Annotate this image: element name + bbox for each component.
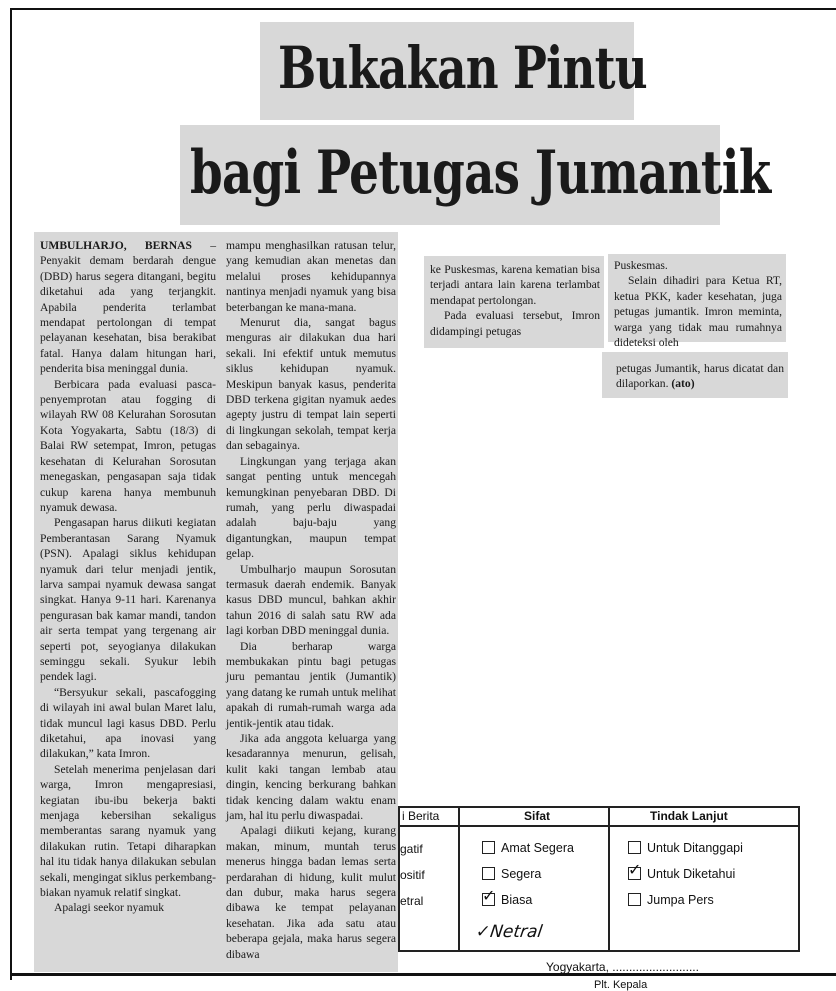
- header-sifat: Sifat: [524, 809, 551, 823]
- checkbox-icon[interactable]: [482, 841, 495, 854]
- option-biasa[interactable]: [482, 886, 533, 907]
- page-border-bottom: [10, 973, 836, 976]
- handwritten-note: ✓Netral: [474, 922, 544, 942]
- article-paragraph: Setelah menerima penjelasan dari warga, Imron mengapresiasi, kegiatan ibu-ibu bekerja bakti menjaga kebersihan sekaligus memberantas sarang nyamuk yang dilakukan rutin. Tetapi diharapkan hal itu tidak hanya dilakukan sebulan sekali, mengingat siklus perkembang-biakan nyamuk relatif singkat.: [40, 762, 216, 900]
- berita-row-negatif: gatif: [400, 842, 423, 856]
- page-border-top: [10, 8, 836, 10]
- byline: (ato): [671, 377, 695, 391]
- berita-row-netral: etral: [400, 894, 424, 908]
- header-tindak-lanjut: Tindak Lanjut: [650, 809, 728, 823]
- paragraph-text: – Penyakit demam berdarah dengue (DBD) harus segera ditangani, begitu diketahui ada yang terjangkit. Apabila penderita terlambat mendapat pertolongan di tempat pelayanan kesehatan, bisa berakibat fatal. Hanya dalam hitungan hari, penderita bisa meninggal dunia.: [40, 239, 216, 376]
- article-column-5: [616, 361, 784, 392]
- option-segera[interactable]: [482, 867, 541, 881]
- table-divider-1: [458, 808, 460, 950]
- option-label: Biasa: [501, 893, 533, 907]
- table-divider-2: [608, 808, 610, 950]
- option-label: Jumpa Pers: [647, 893, 714, 907]
- article-paragraph: mampu menghasilkan ratusan telur, yang kemudian akan menetas dan melalui proses kehidupannya nantinya menjadi nyamuk yang bisa beterbangan ke mana-mana.: [226, 239, 396, 314]
- checkbox-icon[interactable]: [628, 841, 641, 854]
- article-paragraph: Dia berharap warga membukakan pintu bagi petugas juru pemantau jentik (Jumantik) yang datang ke rumah untuk melihat apakah di rumah-rumah warga ada jentik-jentik atau tidak.: [226, 639, 396, 730]
- clipping-form-table: [398, 806, 800, 952]
- headline-line-2: bagi Petugas Jumantik: [190, 138, 771, 208]
- dateline: UMBULHARJO, BERNAS: [40, 239, 192, 252]
- option-label: Segera: [501, 867, 542, 881]
- article-paragraph: ke Puskesmas, karena kematian bisa terjadi antara lain karena terlambat mendapat pertolongan.: [430, 263, 600, 307]
- checkbox-icon[interactable]: [482, 867, 495, 880]
- article-paragraph: “Bersyukur sekali, pascafogging di wilayah ini awal bulan Maret lalu, tidak muncul lagi kasus DBD. Perlu diketahui, apa inovasi yang dilakukan,” kata Imron.: [40, 685, 216, 761]
- checkbox-icon[interactable]: [628, 893, 641, 906]
- article-paragraph: Umbulharjo maupun Sorosutan termasuk daerah endemik. Banyak kasus DBD muncul, bahkan akhir tahun 2016 di salah satu RW ada lagi korban DBD meninggal dunia.: [226, 562, 396, 638]
- option-untuk-diketahui[interactable]: [628, 860, 736, 881]
- signature-title: Plt. Kepala: [594, 979, 648, 991]
- paragraph-text: petugas Jumantik, harus dicatat dan dilaporkan.: [616, 362, 784, 391]
- page-border-left: [10, 8, 12, 980]
- checkmark-icon: ✓: [628, 860, 642, 879]
- article-paragraph: Jika ada anggota keluarga yang kesadarannya menurun, gelisah, kulit kaki tangan lembab atau dingin, kencing berkurang bahkan tidak kencing dalam waktu enam jam, hal itu perlu diwaspadai.: [226, 732, 396, 823]
- article-column-4: [614, 258, 782, 350]
- article-paragraph: Menurut dia, sangat bagus menguras air dilakukan dua hari sekali. Ini efektif untuk memutus siklus kehidupan nyamuk. Meskipun banyak kasus, penderita DBD terkena gigitan nyamuk aedes agepty justru di tempat lain seperti di lingkungan sekolah, tempat kerja dan sebagainya.: [226, 316, 396, 453]
- article-paragraph: [616, 361, 784, 392]
- article-paragraph: Selain dihadiri para Ketua RT, ketua PKK, kader kesehatan, juga petugas jumantik. Imron meminta, warga yang tidak mau rumahnya dideteksi oleh: [614, 274, 782, 350]
- option-label: Untuk Diketahui: [647, 867, 736, 881]
- checkbox-checked-icon[interactable]: [482, 886, 496, 906]
- article-paragraph: Pada evaluasi tersebut, Imron didampingi petugas: [430, 309, 600, 338]
- article-paragraph: Puskesmas.: [614, 259, 668, 272]
- article-column-1: [40, 238, 216, 916]
- article-paragraph: Apalagi diikuti kejang, kurang makan, minum, muntah terus menerus hingga badan lemas serta perdarahan di hidung, kulit mulut dan dubur, maka harus segera dibawa ke tempat pelayanan kesehatan. Jika ada satu atau beberapa gejala, maka harus segera dibawa: [226, 824, 396, 961]
- article-column-2: [226, 238, 396, 962]
- article-paragraph: Pengasapan harus diikuti kegiatan Pemberantasan Sarang Nyamuk (PSN). Apalagi siklus kehidupan nyamuk dari telur menjadi jentik, larva sampai nyamuk dewasa sangat singkat. Hanya 9-11 hari. Karenanya pengurasan bak kamar mandi, tandon air serta tempat yang tergenang air seperti pot, seyogianya dilakukan seminggu sekali. Syukur lebih pendek lagi.: [40, 516, 216, 684]
- article-paragraph: Lingkungan yang terjaga akan sangat penting untuk mencegah kemungkinan penyebaran DBD. Di rumah, yang perlu diwaspadai adalah baju-baju yang digantungkan, maupun tempat gelap.: [226, 454, 396, 561]
- checkmark-icon: ✓: [482, 886, 496, 905]
- article-column-3: [430, 262, 600, 339]
- article-paragraph: Berbicara pada evaluasi pasca-penyemprotan atau fogging di wilayah RW 08 Kelurahan Sorosutan Kota Yogyakarta, Sabtu (18/3) di Balai RW setempat, Imron, petugas kesehatan di Kelurahan Sorosutan menegaskan, pengasapan saja tidak cukup karena hanya membunuh nyamuk dewasa.: [40, 377, 216, 514]
- option-amat-segera[interactable]: [482, 841, 574, 855]
- option-jumpa-pers[interactable]: [628, 893, 714, 907]
- article-paragraph: Apalagi seekor nyamuk: [54, 901, 165, 915]
- checkbox-checked-icon[interactable]: [628, 860, 642, 880]
- header-berita: i Berita: [402, 809, 440, 823]
- article-paragraph: [40, 238, 216, 377]
- option-label: Amat Segera: [501, 841, 574, 855]
- option-label: Untuk Ditanggapi: [647, 841, 743, 855]
- berita-row-positif: ositif: [400, 868, 425, 882]
- option-untuk-ditanggapi[interactable]: [628, 841, 743, 855]
- headline-line-1: Bukakan Pintu: [278, 34, 647, 102]
- city-date-line: Yogyakarta, ..........................: [546, 960, 699, 974]
